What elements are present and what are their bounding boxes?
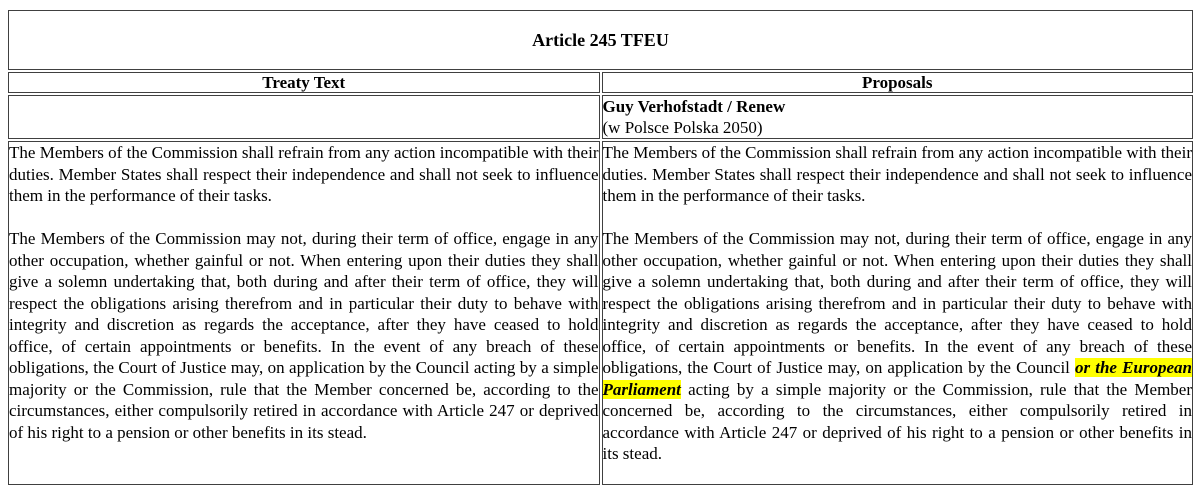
title-row xyxy=(8,10,1193,70)
treaty-text-cell xyxy=(8,141,600,485)
column-header-proposals: Proposals xyxy=(602,72,1194,93)
treaty-paragraph-2: The Members of the Commission may not, during their term of office, engage in any other occupation, whether gainful or not. When entering upon their duties they shall give a solemn undertaking that, both during and after their term of office, they will respect the obligations arising therefrom and in particular their duty to behave with integrity and discretion as regards the acceptance, after they have ceased to hold office, of certain appointments or benefits. In the event of any breach of these obligations, the Court of Justice may, on application by the Council acting by a simple majority or the Commission, rule that the Member concerned be, according to the circumstances, either compulsorily retired in accordance with Article 247 or deprived of his right to a pension or other benefits in its stead. xyxy=(9,229,599,442)
body-row xyxy=(8,141,1193,485)
proposal-paragraph-1: The Members of the Commission shall refrain from any action incompatible with their duties. Member States shall respect their independence and shall not seek to influence them in the performance of their tasks. xyxy=(602,143,1192,205)
column-header-treaty-text: Treaty Text xyxy=(8,72,600,93)
proposal-paragraph-2 xyxy=(603,228,1193,465)
treaty-comparison-table xyxy=(6,8,1195,487)
treaty-paragraph-1: The Members of the Commission shall refrain from any action incompatible with their duties. Member States shall respect their independence and shall not seek to influence them in the performance of their tasks. xyxy=(9,143,599,205)
amendment-highlight: or the European Parliament xyxy=(602,358,1192,399)
treaty-proposer-empty-cell xyxy=(8,95,600,139)
column-header-row xyxy=(8,72,1193,93)
proposal-paragraph-2-after: acting by a simple majority or the Commission, rule that the Member concerned be, according to the circumstances, either compulsorily retired in accordance with Article 247 or deprived of his right to a pension or other benefits in its stead. xyxy=(602,379,1192,463)
proposal-paragraph-2-before: The Members of the Commission may not, during their term of office, engage in any other occupation, whether gainful or not. When entering upon their duties they shall give a solemn undertaking that, both during and after their term of office, they will respect the obligations arising therefrom and in particular their duty to behave with integrity and discretion as regards the acceptance, after they have ceased to hold office, of certain appointments or benefits. In the event of any breach of these obligations, the Court of Justice may, on application by the Council xyxy=(602,229,1192,377)
proposer-cell xyxy=(602,95,1194,139)
proposer-party-note: (w Polsce Polska 2050) xyxy=(602,118,763,137)
proposals-text-cell xyxy=(602,141,1194,485)
proposer-row xyxy=(8,95,1193,139)
proposer-name: Guy Verhofstadt / Renew xyxy=(602,97,786,116)
article-title: Article 245 TFEU xyxy=(8,10,1193,70)
